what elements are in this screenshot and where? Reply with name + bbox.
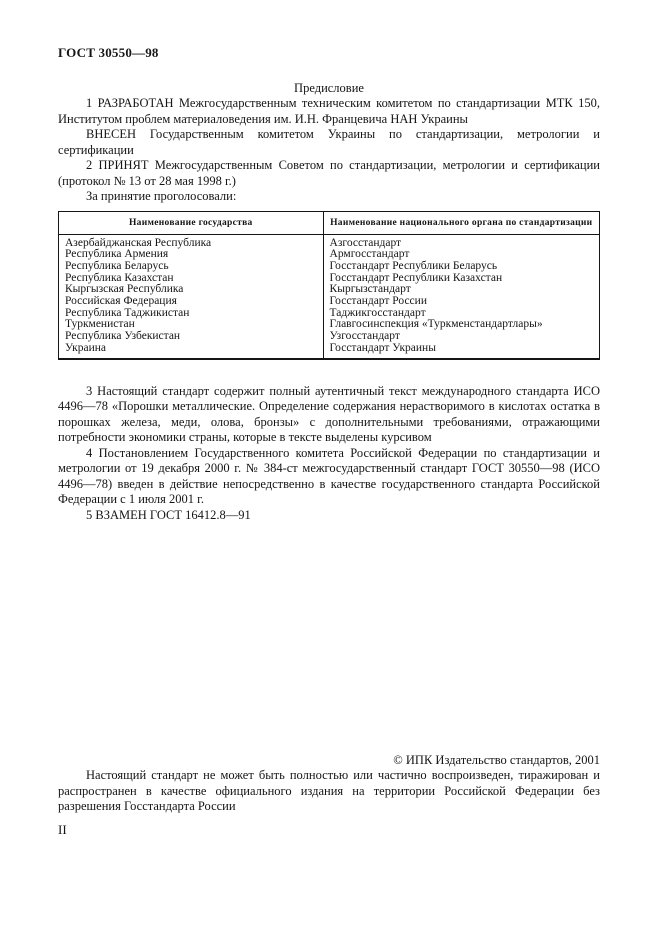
org-column-header: Наименование национального органа по стандартизации: [323, 211, 599, 234]
paragraph-replaces: 5 ВЗАМЕН ГОСТ 16412.8—91: [86, 507, 251, 522]
state-name-cell: Украина: [65, 341, 106, 354]
blank-space: [58, 523, 600, 753]
state-column-header: Наименование государства: [59, 211, 324, 234]
org-name-cell: Госстандарт Республики Беларусь: [323, 261, 599, 273]
page-title: Предисловие: [294, 81, 364, 95]
org-name-cell: Госстандарт Украины: [323, 343, 599, 359]
paragraph-standard-content: 3 Настоящий стандарт содержит полный аутентичный текст международного стандарта ИСО 4496—78 «Порошки металлические. Определение содержания нерастворимого в кислотах остатка в порошках железа, меди, олова, бронзы» с дополнительными требованиями, отражающими потребности экономики страны, которые в тексте выделены курсивом: [58, 383, 600, 445]
paragraph-submitted: ВНЕСЕН Государственным комитетом Украины по стандартизации, метрологии и сертификации: [58, 127, 600, 157]
table-row: [59, 261, 600, 273]
state-name-cell: Туркменистан: [65, 318, 135, 331]
page-number: II: [58, 821, 67, 837]
state-name-cell: Республика Казахстан: [65, 271, 174, 284]
state-name-cell: Республика Армения: [65, 248, 169, 261]
org-name-cell: Армгосстандарт: [323, 249, 599, 261]
vote-table: [58, 211, 600, 360]
org-name-cell: Главгосинспекция «Туркменстандартлары»: [323, 319, 599, 331]
table-row: [59, 234, 600, 249]
vote-table-body: [59, 234, 600, 359]
paragraph-reproduction-notice: Настоящий стандарт не может быть полностью или частично воспроизведен, тиражирован и распространен в качестве официального издания на территории Российской Федерации без разрешения Госстандарта России: [58, 768, 600, 814]
state-name-cell: Азербайджанская Республика: [65, 236, 212, 249]
state-name-cell: Российская Федерация: [65, 295, 177, 308]
paragraph-developed: 1 РАЗРАБОТАН Межгосударственным техническим комитетом по стандартизации МТК 150, Институтом проблем материаловедения им. И.Н. Францевича НАН Украины: [58, 96, 600, 126]
table-row: [59, 331, 600, 343]
table-header-row: [59, 211, 600, 234]
state-name-cell: Республика Беларусь: [65, 259, 169, 272]
copyright-line: © ИПК Издательство стандартов, 2001: [393, 753, 600, 768]
org-name-cell: Госстандарт России: [323, 296, 599, 308]
org-name-cell: Госстандарт Республики Казахстан: [323, 273, 599, 285]
paragraph-vote-intro: За принятие проголосовали:: [86, 189, 237, 203]
table-row: [59, 296, 600, 308]
org-name-cell: Азгосстандарт: [323, 234, 599, 249]
document-code: ГОСТ 30550—98: [58, 45, 159, 60]
paragraph-adopted: 2 ПРИНЯТ Межгосударственным Советом по стандартизации, метрологии и сертификации (протокол № 13 от 28 мая 1998 г.): [58, 158, 600, 188]
paragraph-enactment: 4 Постановлением Государственного комитета Российской Федерации по стандартизации и метрологии от 19 декабря 2000 г. № 384-ст межгосударственный стандарт ГОСТ 30550—98 (ИСО 4496—78) введен в действие непосредственно в качестве государственного стандарта Российской Федерации с 1 июля 2001 г.: [58, 445, 600, 507]
org-name-cell: Кыргызстандарт: [323, 284, 599, 296]
state-name-cell: Республика Таджикистан: [65, 306, 190, 319]
org-name-cell: Узгосстандарт: [323, 331, 599, 343]
table-row: [59, 343, 600, 359]
state-name-cell: Кыргызская Республика: [65, 283, 184, 296]
state-name-cell: Республика Узбекистан: [65, 330, 181, 343]
org-name-cell: Таджикгосстандарт: [323, 308, 599, 320]
